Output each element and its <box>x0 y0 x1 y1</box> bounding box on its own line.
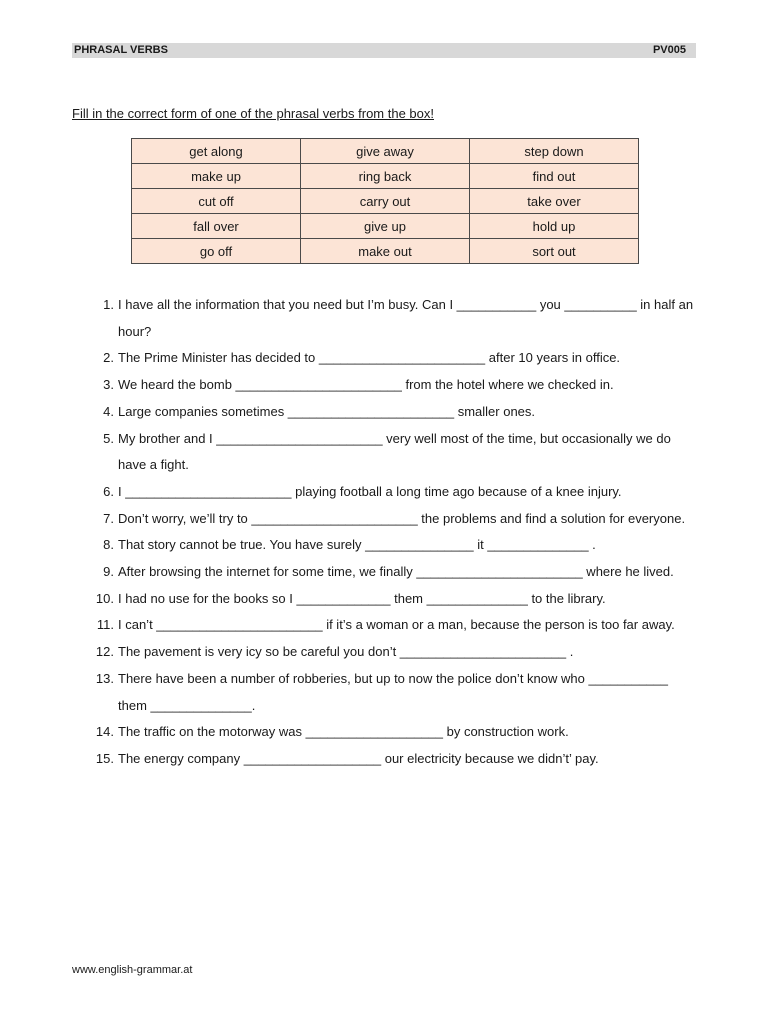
verb-box-row <box>132 139 639 164</box>
exercise-text: Large companies sometimes _______________________ smaller ones. <box>118 403 536 419</box>
verb-cell: make up <box>132 164 301 189</box>
exercise-number: 5. <box>103 430 114 446</box>
phrasal-verb-box <box>131 138 639 264</box>
footer-website: www.english-grammar.at <box>72 964 193 976</box>
verb-cell: ring back <box>301 164 470 189</box>
exercise-item <box>90 372 700 399</box>
exercise-text: I _______________________ playing football a long time ago because of a knee injury. <box>118 483 622 499</box>
worksheet-title: PHRASAL VERBS <box>74 44 168 56</box>
exercise-item <box>90 746 700 773</box>
exercise-number: 10. <box>95 590 114 606</box>
exercise-text: The pavement is very icy so be careful you don’t _______________________ . <box>118 644 574 660</box>
verb-cell: make out <box>301 239 470 264</box>
exercise-text: The energy company ___________________ our electricity because we didn’t’ pay. <box>118 750 599 766</box>
exercise-item <box>90 666 700 719</box>
verb-box-row <box>132 189 639 214</box>
exercise-number: 15. <box>95 750 114 766</box>
verb-box-row <box>132 214 639 239</box>
exercise-number: 11. <box>96 617 114 633</box>
verb-cell: cut off <box>132 189 301 214</box>
exercise-item <box>90 586 700 613</box>
exercise-text: We heard the bomb _______________________ from the hotel where we checked in. <box>118 377 614 393</box>
exercise-text: Don’t worry, we’ll try to _______________________ the problems and find a solution for everyone. <box>118 510 686 526</box>
exercise-item <box>90 639 700 666</box>
exercise-item <box>90 399 700 426</box>
verb-cell: sort out <box>470 239 639 264</box>
instruction-text: Fill in the correct form of one of the phrasal verbs from the box! <box>72 106 434 121</box>
exercise-number: 3. <box>103 377 114 393</box>
worksheet-code: PV005 <box>652 44 686 56</box>
verb-box-row <box>132 164 639 189</box>
exercise-item <box>90 612 700 639</box>
exercise-list <box>90 292 700 773</box>
exercise-item <box>90 345 700 372</box>
verb-cell: get along <box>132 139 301 164</box>
exercise-item <box>90 532 700 559</box>
verb-cell: step down <box>470 139 639 164</box>
verb-cell: hold up <box>470 214 639 239</box>
exercise-number: 2. <box>103 350 114 366</box>
verb-cell: fall over <box>132 214 301 239</box>
exercise-number: 7. <box>103 510 114 526</box>
exercise-text: I had no use for the books so I _____________ them ______________ to the library. <box>118 590 606 606</box>
exercise-number: 1. <box>103 297 114 312</box>
exercise-number: 14. <box>95 724 114 740</box>
exercise-item <box>90 506 700 533</box>
exercise-text: There have been a number of robberies, but up to now the police don’t know who ___________ them ______________. <box>118 670 668 713</box>
verb-cell: give away <box>301 139 470 164</box>
exercise-item <box>90 479 700 506</box>
verb-cell: carry out <box>301 189 470 214</box>
verb-cell: give up <box>301 214 470 239</box>
exercise-item <box>90 719 700 746</box>
exercise-item <box>90 559 700 586</box>
exercise-number: 13. <box>95 670 114 686</box>
header-bar <box>72 43 696 58</box>
exercise-text: I have all the information that you need but I’m busy. Can I ___________ you __________ in half an hour? <box>118 297 694 339</box>
verb-cell: take over <box>470 189 639 214</box>
exercise-text: The Prime Minister has decided to _______________________ after 10 years in office. <box>118 350 621 366</box>
exercise-item <box>90 426 700 479</box>
exercise-text: My brother and I _______________________ very well most of the time, but occasionally we do have a fight. <box>118 430 671 473</box>
exercise-text: The traffic on the motorway was ___________________ by construction work. <box>118 724 569 740</box>
exercise-number: 9. <box>103 564 114 580</box>
exercise-text: I can’t _______________________ if it’s a woman or a man, because the person is too far away. <box>118 617 675 633</box>
verb-box-row <box>132 239 639 264</box>
exercise-number: 12. <box>95 644 114 660</box>
verb-cell: go off <box>132 239 301 264</box>
exercise-text: That story cannot be true. You have surely _______________ it ______________ . <box>118 537 596 553</box>
verb-cell: find out <box>470 164 639 189</box>
exercise-number: 6. <box>103 483 114 499</box>
exercise-number: 4. <box>103 403 114 419</box>
exercise-text: After browsing the internet for some time, we finally _______________________ where he lived. <box>118 564 674 580</box>
exercise-number: 8. <box>103 537 114 553</box>
exercise-item <box>90 292 700 345</box>
